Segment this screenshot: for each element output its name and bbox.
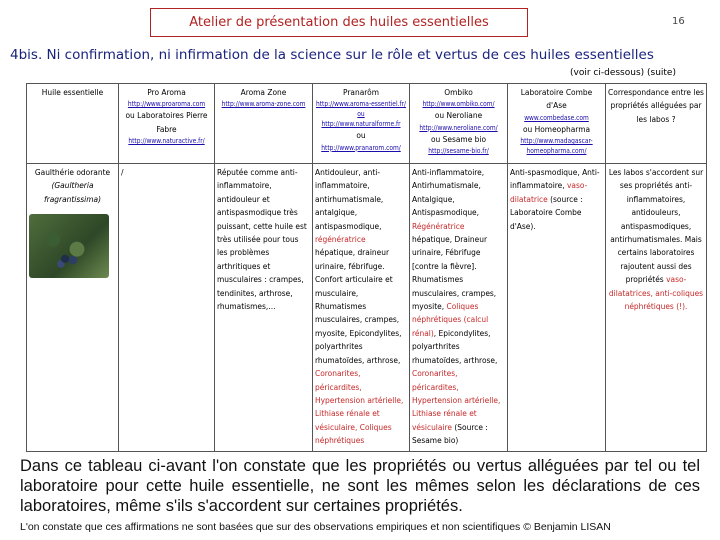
ombiko-source: (Source : Sesame bio) bbox=[412, 421, 488, 446]
pranarom-highlight-1: régénératrice bbox=[315, 234, 366, 245]
oil-name: Gaulthérie odorante bbox=[34, 167, 111, 177]
table-header-row bbox=[27, 84, 707, 164]
header-pranarom-name: Pranarôm bbox=[342, 87, 380, 97]
header-correspondance-label: Correspondance entre les propriétés alléguées par les labos ? bbox=[608, 87, 704, 124]
cell-correspondance bbox=[606, 164, 707, 452]
header-ombiko-name: Ombiko bbox=[444, 87, 473, 97]
ombiko-highlight-1: Régénératrice bbox=[412, 220, 465, 231]
ombiko-text-2: hépatique, Draineur urinaire, Fébrifuge [contre la fièvre]. Rhumatismes musculaires, crampes, myosite, bbox=[412, 234, 497, 312]
correspondance-highlight: vaso-dilatatrices, anti-coliques néphrétiques (!). bbox=[608, 274, 704, 312]
ombiko-text-1: Anti-inflammatoire, Antirhumatismale, Antalgique, Antispasmodique, bbox=[412, 167, 485, 218]
aroma-zone-text: Réputée comme anti-inflammatoire, antidouleur et antispasmodique très puissant, cette huile est très utilisée pour tous les problèmes arthritiques et musculaires : crampes, tendinites, arthrose, rhumatismes,… bbox=[217, 167, 307, 312]
link-naturactive[interactable]: http://www.naturactive.fr/ bbox=[128, 137, 205, 146]
header-combe bbox=[508, 84, 606, 164]
oil-latin-name: (Gaultheria fragrantissima) bbox=[44, 180, 101, 204]
cell-pro-aroma bbox=[119, 164, 215, 452]
combe-source: (source : Laboratoire Combe d'Ase). bbox=[510, 193, 583, 231]
header-aroma-zone bbox=[215, 84, 313, 164]
header-aroma-zone-name: Aroma Zone bbox=[240, 87, 287, 97]
ombiko-highlight-2: Coliques néphrétiques (calcul rénal) bbox=[412, 301, 489, 338]
link-naturalforme[interactable]: http://www.naturalforme.fr bbox=[321, 120, 401, 129]
section-subtitle: 4bis. Ni confirmation, ni infirmation de la science sur le rôle et vertus de ces huiles essentielles bbox=[10, 47, 654, 63]
link-proaroma[interactable]: http://www.proaroma.com bbox=[127, 100, 206, 109]
ombiko-highlight-3: Coronarites, péricardites, Hypertension artérielle, Lithiase rénale et vésiculaire bbox=[412, 368, 501, 432]
combe-text-1: Anti-spasmodique, Anti-inflammatoire, bbox=[510, 167, 600, 191]
link-aroma-essentiel[interactable]: http://www.aroma-essentiel.fr/ ou bbox=[315, 100, 407, 119]
header-combe-alt: ou Homeopharma bbox=[522, 123, 591, 134]
comparison-table bbox=[26, 83, 707, 452]
gaultheria-photo bbox=[29, 214, 109, 278]
link-sesame-bio[interactable]: http://sesame-bio.fr/ bbox=[428, 147, 489, 156]
header-ombiko-alt2: ou Sesame bio bbox=[430, 133, 487, 144]
ombiko-text-3: , Epicondylites, polyarthrites rhumatoïdes, arthrose, bbox=[412, 327, 498, 365]
slide-title: Atelier de présentation des huiles essentielles bbox=[189, 15, 489, 30]
header-pro-aroma-name: Pro Aroma bbox=[147, 87, 186, 97]
link-homeopharma[interactable]: http://www.madagascar-homeopharma.com/ bbox=[520, 137, 593, 156]
cell-aroma-zone bbox=[215, 164, 313, 452]
link-neroliane[interactable]: http://www.neroliane.com/ bbox=[419, 123, 498, 132]
link-aroma-zone[interactable]: http://www.aroma-zone.com bbox=[221, 100, 306, 109]
table-row bbox=[27, 164, 707, 452]
combe-highlight: vaso-dilatatrice bbox=[510, 180, 588, 204]
header-oil-label: Huile essentielle bbox=[41, 87, 104, 97]
header-ombiko bbox=[410, 84, 508, 164]
link-pranarom[interactable]: http://www.pranarom.com/ bbox=[321, 143, 401, 152]
pro-aroma-text: / bbox=[121, 167, 124, 177]
header-pranarom bbox=[313, 84, 410, 164]
header-correspondance bbox=[606, 84, 707, 164]
pranarom-text-2: hépatique, draineur urinaire, fébrifuge. Confort articulaire et musculaire, Rhumatismes musculaires, crampes, myosite, Epicondylites, polyarthrites rhumatoïdes, arthrose, bbox=[315, 247, 402, 365]
slide-title-box bbox=[150, 8, 528, 37]
cell-oil bbox=[27, 164, 119, 452]
header-combe-name: Laboratoire Combe d'Ase bbox=[520, 87, 593, 111]
cell-pranarom bbox=[313, 164, 410, 452]
link-ombiko[interactable]: http://www.ombiko.com/ bbox=[422, 100, 495, 109]
header-pranarom-alt: ou bbox=[356, 130, 366, 141]
header-ombiko-alt: ou Neroliane bbox=[434, 110, 483, 121]
pranarom-text-1: Antidouleur, anti-inflammatoire, antirhumatismale, antalgique, antispasmodique, bbox=[315, 167, 384, 231]
footer-note: L'on constate que ces affirmations ne sont basées que sur des observations empiriques et non scientifiques © Benjamin LISAN bbox=[20, 521, 611, 533]
correspondance-text: Les labos s'accordent sur ses propriétés anti-inflammatoires, antidouleurs, antispasmodiques, antirhumatismales. Mais certains laboratoires rajoutent aussi des propriétés bbox=[608, 167, 704, 285]
page-number: 16 bbox=[672, 16, 685, 27]
header-pro-aroma-alt: ou Laboratoires Pierre Fabre bbox=[125, 110, 208, 134]
link-combedase[interactable]: www.combedase.com bbox=[524, 113, 589, 122]
cell-ombiko bbox=[410, 164, 508, 452]
conclusion-paragraph: Dans ce tableau ci-avant l'on constate que les propriétés ou vertus alléguées par tel ou tel laboratoire pour cette huile essentielle, ne sont les mêmes selon les déclarations de ces laboratoires, même s'ils s'accordent sur certaines propriétés. bbox=[20, 457, 700, 515]
pranarom-highlight-2: Coronarites, péricardites, Hypertension artérielle, Lithiase rénale et vésiculaire, Coliques néphrétiques bbox=[315, 368, 404, 446]
header-pro-aroma bbox=[119, 84, 215, 164]
cell-combe bbox=[508, 164, 606, 452]
table-note: (voir ci-dessous) (suite) bbox=[570, 68, 676, 78]
header-oil bbox=[27, 84, 119, 164]
